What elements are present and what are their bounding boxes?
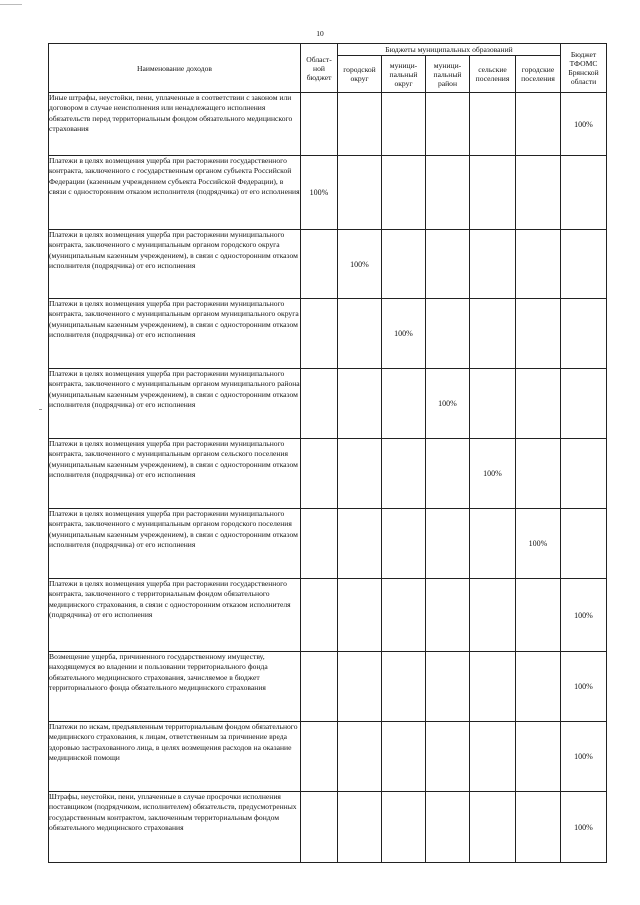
- header-gorodskoy-okrug: городской округ: [338, 56, 382, 93]
- share-cell-mr: 100%: [426, 369, 470, 439]
- page-number: 10: [316, 29, 324, 38]
- share-cell-mo: [382, 230, 426, 299]
- share-cell-mr: [426, 439, 470, 509]
- share-cell-tfoms: [561, 369, 607, 439]
- share-cell-tfoms: [561, 509, 607, 579]
- table-body: [49, 93, 607, 863]
- revenue-name-cell: Платежи в целях возмещения ущерба при расторжении муниципального контракта, заключенного с муниципальным органом муниципального округа (муниципальным казенным учреждением), в связи с односторонним отказом исполнителя (подрядчика) от его исполнения: [49, 299, 301, 369]
- table-row: [49, 579, 607, 652]
- share-cell-go: [338, 509, 382, 579]
- scan-mark: [39, 409, 42, 410]
- table-row: [49, 509, 607, 579]
- share-cell-gp: [516, 792, 561, 863]
- share-cell-mo: 100%: [382, 299, 426, 369]
- table-row: [49, 792, 607, 863]
- share-cell-go: [338, 652, 382, 722]
- share-cell-sp: [470, 93, 516, 156]
- share-cell-tfoms: [561, 439, 607, 509]
- share-cell-mr: [426, 652, 470, 722]
- share-cell-oblast: [301, 722, 338, 792]
- share-cell-gp: [516, 156, 561, 230]
- revenue-name-cell: Возмещение ущерба, причиненного государственному имуществу, находящемуся во владении и пользовании территориального фонда обязательного медицинского страхования, зачисляемое в бюджет территориального фонда обязательного медицинского страхования: [49, 652, 301, 722]
- share-cell-gp: [516, 439, 561, 509]
- share-cell-tfoms: [561, 156, 607, 230]
- share-cell-gp: 100%: [516, 509, 561, 579]
- share-cell-oblast: [301, 230, 338, 299]
- share-cell-oblast: 100%: [301, 156, 338, 230]
- share-cell-oblast: [301, 509, 338, 579]
- revenue-name-cell: Платежи в целях возмещения ущерба при расторжении муниципального контракта, заключенного с муниципальным органом городского поселения (муниципальным казенным учреждением), в связи с односторонним отказом исполнителя (подрядчика) от его исполнения: [49, 509, 301, 579]
- share-cell-oblast: [301, 299, 338, 369]
- share-cell-go: 100%: [338, 230, 382, 299]
- share-cell-mr: [426, 156, 470, 230]
- share-cell-go: [338, 792, 382, 863]
- header-gorodskie-poseleniya: городские поселения: [516, 56, 561, 93]
- share-cell-sp: [470, 509, 516, 579]
- share-cell-sp: [470, 722, 516, 792]
- share-cell-mr: [426, 509, 470, 579]
- share-cell-go: [338, 93, 382, 156]
- revenue-name-cell: Платежи в целях возмещения ущерба при расторжении муниципального контракта, заключенного с муниципальным органом сельского поселения (муниципальным казенным учреждением), в связи с односторонним отказом исполнителя (подрядчика) от его исполнения: [49, 439, 301, 509]
- table-row: [49, 299, 607, 369]
- share-cell-go: [338, 439, 382, 509]
- scan-corner-mark: [0, 0, 22, 5]
- share-cell-mr: [426, 722, 470, 792]
- share-cell-mo: [382, 579, 426, 652]
- share-cell-gp: [516, 230, 561, 299]
- table-row: [49, 369, 607, 439]
- share-cell-go: [338, 156, 382, 230]
- header-municipal-budgets: Бюджеты муниципальных образований: [338, 44, 561, 56]
- table-row: [49, 230, 607, 299]
- share-cell-sp: [470, 156, 516, 230]
- header-oblast-budget: Област- ной бюджет: [301, 44, 338, 93]
- header-tfoms-budget: Бюджет ТФОМС Брянской области: [561, 44, 607, 93]
- share-cell-oblast: [301, 369, 338, 439]
- share-cell-gp: [516, 652, 561, 722]
- share-cell-mr: [426, 93, 470, 156]
- share-cell-sp: [470, 652, 516, 722]
- table-row: [49, 439, 607, 509]
- share-cell-oblast: [301, 439, 338, 509]
- revenue-name-cell: Платежи в целях возмещения ущерба при расторжении муниципального контракта, заключенного с муниципальным органом муниципального района (муниципальным казенным учреждением), в связи с односторонним отказом исполнителя (подрядчика) от его исполнения: [49, 369, 301, 439]
- table-row: [49, 652, 607, 722]
- share-cell-sp: 100%: [470, 439, 516, 509]
- share-cell-sp: [470, 230, 516, 299]
- share-cell-mr: [426, 299, 470, 369]
- share-cell-tfoms: 100%: [561, 652, 607, 722]
- share-cell-mr: [426, 792, 470, 863]
- header-revenue-name: Наименование доходов: [49, 44, 301, 93]
- share-cell-oblast: [301, 792, 338, 863]
- share-cell-go: [338, 722, 382, 792]
- share-cell-tfoms: 100%: [561, 792, 607, 863]
- share-cell-mo: [382, 439, 426, 509]
- revenue-name-cell: Платежи в целях возмещения ущерба при расторжении муниципального контракта, заключенного с муниципальным органом городского округа (муниципальным казенным учреждением), в связи с односторонним отказом исполнителя (подрядчика) от его исполнения: [49, 230, 301, 299]
- share-cell-oblast: [301, 93, 338, 156]
- share-cell-tfoms: [561, 299, 607, 369]
- share-cell-mr: [426, 579, 470, 652]
- share-cell-sp: [470, 579, 516, 652]
- table-row: [49, 156, 607, 230]
- share-cell-tfoms: [561, 230, 607, 299]
- share-cell-tfoms: 100%: [561, 93, 607, 156]
- share-cell-go: [338, 369, 382, 439]
- share-cell-gp: [516, 299, 561, 369]
- share-cell-mr: [426, 230, 470, 299]
- share-cell-mo: [382, 156, 426, 230]
- share-cell-oblast: [301, 652, 338, 722]
- share-cell-mo: [382, 369, 426, 439]
- share-cell-mo: [382, 722, 426, 792]
- revenue-name-cell: Платежи в целях возмещения ущерба при расторжении государственного контракта, заключенного с территориальным фондом обязательного медицинского страхования, в связи с односторонним отказом исполнителя (подрядчика) от его исполнения: [49, 579, 301, 652]
- share-cell-gp: [516, 369, 561, 439]
- header-selskie-poseleniya: сельские поселения: [470, 56, 516, 93]
- table-row: [49, 93, 607, 156]
- share-cell-sp: [470, 369, 516, 439]
- revenue-name-cell: Иные штрафы, неустойки, пени, уплаченные в соответствии с законом или договором в случае неисполнения или ненадлежащего исполнения обязательств перед территориальным фондом обязательного медицинского страхования: [49, 93, 301, 156]
- share-cell-oblast: [301, 579, 338, 652]
- revenue-name-cell: Платежи по искам, предъявленным территориальным фондом обязательного медицинского страхования, к лицам, ответственным за причинение вреда здоровью застрахованного лица, в целях возмещения расходов на оказание медицинской помощи: [49, 722, 301, 792]
- share-cell-tfoms: 100%: [561, 579, 607, 652]
- share-cell-sp: [470, 299, 516, 369]
- share-cell-sp: [470, 792, 516, 863]
- revenue-name-cell: Штрафы, неустойки, пени, уплаченные в случае просрочки исполнения поставщиком (подрядчиком, исполнителем) обязательств, предусмотренных государственным контрактом, заключенным территориальным фондом обязательного медицинского страхования: [49, 792, 301, 863]
- share-cell-gp: [516, 722, 561, 792]
- share-cell-go: [338, 299, 382, 369]
- share-cell-mo: [382, 93, 426, 156]
- revenue-distribution-table: [48, 43, 607, 863]
- share-cell-go: [338, 579, 382, 652]
- share-cell-tfoms: 100%: [561, 722, 607, 792]
- share-cell-gp: [516, 579, 561, 652]
- table-row: [49, 722, 607, 792]
- share-cell-mo: [382, 509, 426, 579]
- header-municipal-rayon: муници- пальный район: [426, 56, 470, 93]
- share-cell-gp: [516, 93, 561, 156]
- header-municipal-okrug: муници- пальный округ: [382, 56, 426, 93]
- revenue-name-cell: Платежи в целях возмещения ущерба при расторжении государственного контракта, заключенного с государственным органом субъекта Российской Федерации (казенным учреждением субъекта Российской Федерации), в связи с односторонним отказом исполнителя (подрядчика) от его исполнения: [49, 156, 301, 230]
- share-cell-mo: [382, 652, 426, 722]
- share-cell-mo: [382, 792, 426, 863]
